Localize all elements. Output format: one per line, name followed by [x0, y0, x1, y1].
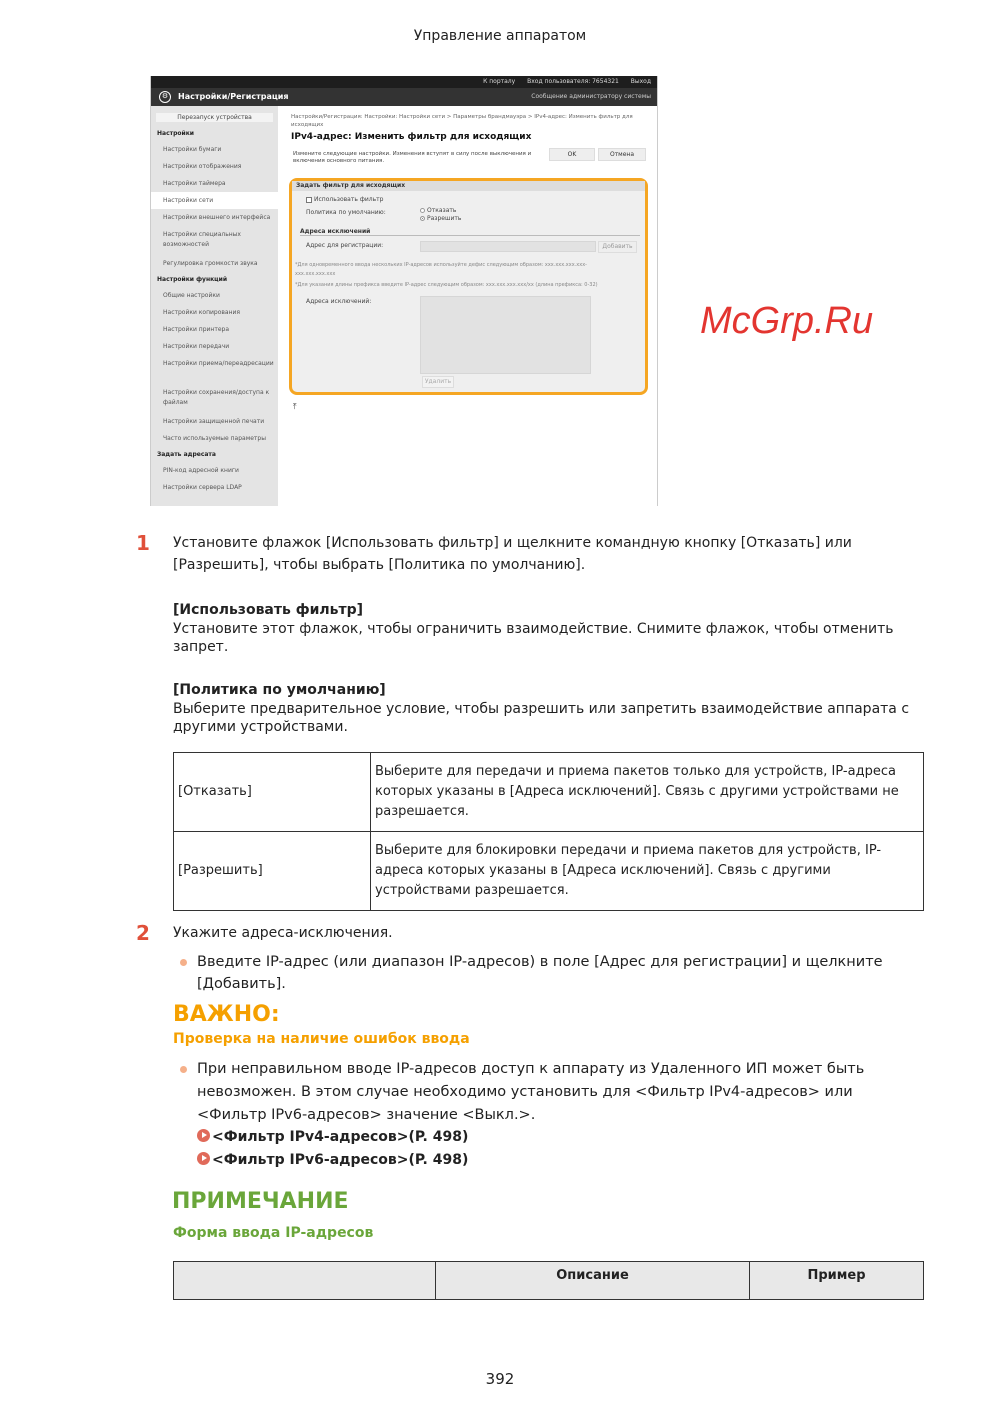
app-title: Настройки/Регистрация: [178, 92, 289, 101]
note-range: *Для одновременного ввода нескольких IP-адресов используйте дефис следующим образом: xxx.xxx.xxx.xxx-xxx.xxx.xxx.xxx: [295, 262, 587, 277]
term-use-filter: [Использовать фильтр]: [173, 602, 364, 618]
breadcrumb: Настройки/Регистрация: Настройки: Настройки сети > Параметры брандмауэра > IPv4-адрес: Изменить фильтр для исходящих: [291, 114, 633, 128]
step-number: 1: [136, 531, 150, 555]
main-panel: [291, 106, 651, 498]
sidebar-heading: Задать адресата: [157, 451, 216, 458]
policy-table: [173, 752, 924, 911]
sidebar-item[interactable]: Настройки приема/переадресации: [163, 360, 274, 367]
table-cell-option: [Разрешить]: [174, 832, 371, 911]
step-number: 2: [136, 921, 150, 945]
page-number: 392: [485, 1370, 515, 1388]
term-default-policy-desc: Выберите предварительное условие, чтобы разрешить или запретить взаимодействие аппарата с другими устройствами.: [173, 701, 910, 735]
deny-radio[interactable]: [420, 207, 456, 214]
sidebar-item[interactable]: Настройки внешнего интерфейса: [163, 214, 271, 221]
cancel-button[interactable]: Отмена: [598, 148, 646, 161]
ok-button[interactable]: OK: [549, 148, 595, 161]
sidebar-item[interactable]: Настройки защищенной печати: [163, 418, 265, 425]
page-title: IPv4-адрес: Изменить фильтр для исходящих: [291, 132, 532, 142]
term-default-policy: [Политика по умолчанию]: [173, 682, 386, 698]
term-use-filter-desc: Установите этот флажок, чтобы ограничить взаимодействие. Снимите флажок, чтобы отменить запрет.: [173, 621, 894, 655]
step2-text: Укажите адреса-исключения.: [173, 925, 393, 941]
admin-message-link[interactable]: Сообщение администратору системы: [531, 93, 651, 100]
use-filter-label: Использовать фильтр: [314, 196, 384, 203]
sidebar-item[interactable]: Часто используемые параметры: [163, 435, 266, 442]
sidebar-heading: Настройки функций: [157, 276, 228, 283]
sidebar-heading: Настройки: [157, 130, 195, 137]
exceptions-heading: Адреса исключений: [300, 228, 640, 236]
step1-text: Установите флажок [Использовать фильтр] и щелкните командную кнопку [Отказать] или [Разрешить], чтобы выбрать [Политика по умолчанию].: [173, 535, 852, 573]
sidebar-item-network[interactable]: Настройки сети: [151, 192, 278, 209]
running-header: Управление аппаратом: [413, 28, 587, 44]
link-label: <Фильтр IPv6-адресов>(P. 498): [212, 1152, 469, 1168]
sidebar-item[interactable]: Настройки таймера: [163, 180, 226, 187]
watermark: McGrp.Ru: [700, 300, 874, 342]
section-title: Задать фильтр для исходящих: [292, 181, 645, 191]
use-filter-checkbox[interactable]: [306, 196, 383, 203]
radio-icon: [420, 208, 425, 213]
table-row: [174, 832, 924, 911]
link-arrow-icon: [197, 1152, 210, 1165]
table-cell-option: [Отказать]: [174, 753, 371, 832]
sidebar-item[interactable]: Регулировка громкости звука: [163, 260, 258, 267]
restart-button[interactable]: Перезапуск устройства: [156, 113, 273, 122]
sidebar-item[interactable]: Настройки передачи: [163, 343, 230, 350]
portal-link[interactable]: К порталу: [483, 78, 516, 85]
link-ipv4-filter[interactable]: [197, 1126, 468, 1148]
note-title: ПРИМЕЧАНИЕ: [172, 1189, 349, 1214]
bullet-icon: [180, 959, 187, 966]
bullet-icon: [180, 1066, 187, 1073]
table-cell-desc: Выберите для блокировки передачи и приема пакетов для устройств, IP-адреса которых указаны в [Адреса исключений]. Связь с другими устройствами разрешается.: [371, 832, 924, 911]
note-prefix: *Для указания длины префикса введите IP-адрес следующим образом: xxx.xxx.xxx.xxx/xx (длина префикса: 0-32): [295, 282, 598, 288]
table-header: Пример: [750, 1262, 924, 1300]
allow-label: Разрешить: [427, 215, 462, 222]
default-policy-label: Политика по умолчанию:: [306, 209, 386, 216]
important-bullet: При неправильном вводе IP-адресов доступ к аппарату из Удаленного ИП может быть невозможен. В этом случае необходимо установить для <Фильтр IPv4-адресов> или <Фильтр IPv6-адресов> значение <Выкл.>.: [197, 1061, 865, 1123]
sidebar-item[interactable]: Настройки отображения: [163, 163, 242, 170]
exception-addresses-list[interactable]: [420, 296, 591, 374]
scroll-top-icon[interactable]: ⤒: [293, 402, 297, 411]
description: Измените следующие настройки. Изменения вступят в силу после выключения и включения основного питания.: [293, 151, 532, 164]
exception-addresses-label: Адреса исключений:: [306, 298, 372, 305]
step2-bullet: Введите IP-адрес (или диапазон IP-адресов) в поле [Адрес для регистрации] и щелкните [Добавить].: [197, 954, 883, 992]
sidebar-item[interactable]: Настройки сохранения/доступа к файлам: [163, 389, 270, 406]
sidebar-item-ldap[interactable]: Настройки сервера LDAP: [163, 484, 242, 491]
link-label: <Фильтр IPv4-адресов>(P. 498): [212, 1129, 469, 1145]
settings-logo-icon: ⚙: [159, 91, 171, 103]
sidebar-item[interactable]: Настройки бумаги: [163, 146, 222, 153]
table-row: [174, 753, 924, 832]
deny-label: Отказать: [427, 207, 457, 214]
login-user: Вход пользователя: 7654321: [527, 78, 619, 85]
sidebar-item[interactable]: Настройки принтера: [163, 326, 230, 333]
app-header: [151, 88, 657, 106]
important-title: ВАЖНО:: [173, 1002, 280, 1027]
allow-radio[interactable]: [420, 215, 461, 222]
delete-button[interactable]: Удалить: [422, 376, 454, 388]
sidebar: [151, 106, 278, 506]
ui-screenshot: [150, 76, 658, 506]
link-ipv6-filter[interactable]: [197, 1149, 468, 1171]
add-button[interactable]: Добавить: [598, 241, 637, 253]
table-header: Описание: [436, 1262, 750, 1300]
sidebar-item[interactable]: Общие настройки: [163, 292, 220, 299]
ip-format-table: [173, 1261, 924, 1300]
register-address-label: Адрес для регистрации:: [306, 242, 384, 249]
radio-selected-icon: [420, 216, 425, 221]
important-subtitle: Проверка на наличие ошибок ввода: [173, 1031, 470, 1047]
filter-settings-highlight: [289, 178, 648, 395]
checkbox-icon: [306, 197, 312, 203]
top-bar: [151, 76, 657, 88]
register-address-input[interactable]: [420, 241, 596, 252]
logout-link[interactable]: Выход: [630, 78, 651, 85]
table-header-row: [174, 1262, 924, 1300]
table-cell-desc: Выберите для передачи и приема пакетов только для устройств, IP-адреса которых указаны в [Адреса исключений]. Связь с другими устройствами не разрешается.: [371, 753, 924, 832]
note-subtitle: Форма ввода IP-адресов: [173, 1225, 374, 1241]
sidebar-item[interactable]: Настройки копирования: [163, 309, 241, 316]
link-arrow-icon: [197, 1129, 210, 1142]
sidebar-item[interactable]: Настройки специальных возможностей: [163, 231, 241, 248]
sidebar-item[interactable]: PIN-код адресной книги: [163, 467, 239, 474]
table-header: [174, 1262, 436, 1300]
